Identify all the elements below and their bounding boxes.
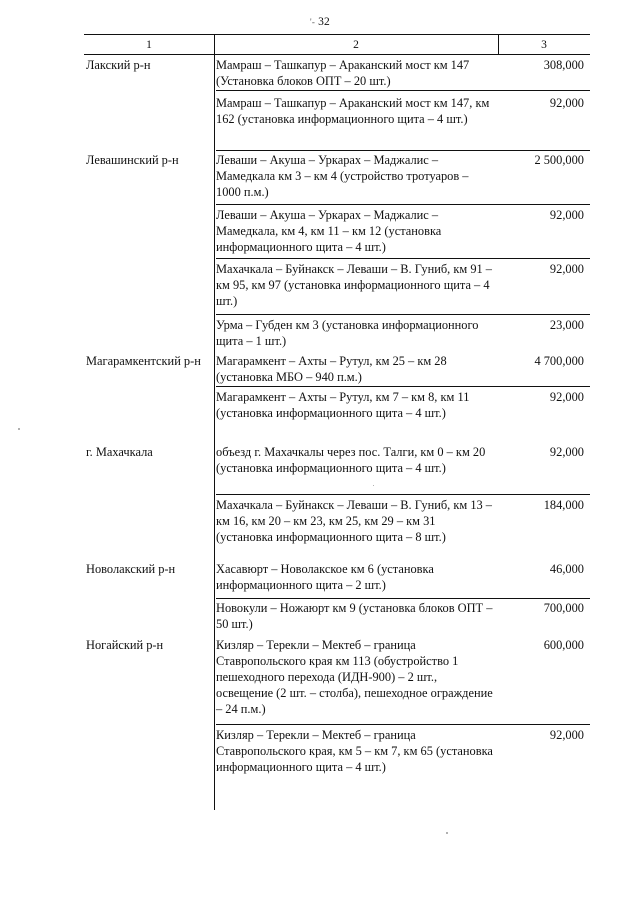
amount-cell: 92,000 <box>549 262 584 276</box>
amount-cell: 92,000 <box>549 208 584 222</box>
col-divider-header-1 <box>214 34 215 54</box>
district-cell: Левашинский р-н <box>86 153 179 167</box>
table-top-rule <box>84 34 590 35</box>
district-cell: Магарамкентский р-н <box>86 354 201 368</box>
col-divider-1 <box>214 54 215 810</box>
amount-cell: 700,000 <box>543 601 584 615</box>
page-number-text: 32 <box>318 16 330 28</box>
header-col-1: 1 <box>146 39 152 51</box>
row-divider <box>216 204 590 205</box>
page-number: '‐ 32 <box>310 16 330 28</box>
row-divider <box>216 494 590 495</box>
row-divider <box>216 724 590 725</box>
description-cell: Махачкала – Буйнакск – Леваши – В. Гуниб, км 91 – км 95, км 97 (установка информационного щита – 4 шт.) <box>216 262 492 308</box>
row-divider <box>216 90 590 91</box>
header-col-3: 3 <box>541 39 547 51</box>
scan-speck <box>373 485 374 486</box>
amount-cell: 92,000 <box>549 390 584 404</box>
scan-speck <box>446 832 448 834</box>
amount-cell: 92,000 <box>549 96 584 110</box>
scan-speck <box>18 428 20 430</box>
description-cell: Мамраш – Ташкапур – Араканский мост км 147, км 162 (установка информационного щита – 4 шт.) <box>216 96 490 126</box>
description-cell: Магарамкент – Ахты – Рутул, км 7 – км 8, км 11 (установка информационного щита – 4 шт.) <box>216 390 470 420</box>
description-cell: Мамраш – Ташкапур – Араканский мост км 147 (Установка блоков ОПТ – 20 шт.) <box>216 58 470 88</box>
description-cell: Кизляр – Терекли – Мектеб – граница Ставропольского края км 113 (обустройство 1 пешеходного перехода (ИДН-900) – 2 шт., освещение (2 шт. – столба), пешеходное ограждение – 24 п.м.) <box>216 638 493 716</box>
description-cell: Леваши – Акуша – Уркарах – Маджалис – Мамедкала км 3 – км 4 (устройство тротуаров – 1000 п.м.) <box>216 153 469 199</box>
amount-cell: 308,000 <box>543 58 584 72</box>
table-header <box>84 37 590 53</box>
row-divider <box>216 150 590 151</box>
description-cell: Магарамкент – Ахты – Рутул, км 25 – км 28 (установка МБО – 940 п.м.) <box>216 354 447 384</box>
row-divider <box>216 598 590 599</box>
amount-cell: 23,000 <box>549 318 584 332</box>
description-cell: Леваши – Акуша – Уркарах – Маджалис – Мамедкала, км 4, км 11 – км 12 (установка информационного щита – 4 шт.) <box>216 208 442 254</box>
amount-cell: 92,000 <box>549 445 584 459</box>
amount-cell: 184,000 <box>543 498 584 512</box>
amount-cell: 46,000 <box>549 562 584 576</box>
district-cell: Лакский р-н <box>86 58 151 72</box>
description-cell: Кизляр – Терекли – Мектеб – граница Ставропольского края, км 5 – км 7, км 65 (установка информационного щита – 4 шт.) <box>216 728 493 774</box>
amount-cell: 600,000 <box>543 638 584 652</box>
table-header-rule <box>84 54 590 55</box>
col-divider-header-2 <box>498 34 499 54</box>
description-cell: Новокули – Ножаюрт км 9 (установка блоков ОПТ – 50 шт.) <box>216 601 493 631</box>
description-cell: объезд г. Махачкалы через пос. Талги, км 0 – км 20 (установка информационного щита – 4 шт.) <box>216 445 486 475</box>
district-cell: Новолакский р-н <box>86 562 176 576</box>
row-divider <box>216 258 590 259</box>
row-divider <box>216 386 590 387</box>
amount-cell: 92,000 <box>549 728 584 742</box>
header-col-2: 2 <box>353 39 359 51</box>
row-divider <box>216 314 590 315</box>
district-cell: Ногайский р-н <box>86 638 164 652</box>
district-cell: г. Махачкала <box>86 445 153 459</box>
description-cell: Махачкала – Буйнакск – Леваши – В. Гуниб, км 13 – км 16, км 20 – км 23, км 25, км 29 – км 31 (установка информационного щита – 8 шт.) <box>216 498 492 544</box>
description-cell: Хасавюрт – Новолакское км 6 (установка информационного щита – 2 шт.) <box>216 562 434 592</box>
description-cell: Урма – Губден км 3 (установка информационного щита – 1 шт.) <box>216 318 479 348</box>
amount-cell: 2 500,000 <box>534 153 584 167</box>
amount-cell: 4 700,000 <box>534 354 584 368</box>
